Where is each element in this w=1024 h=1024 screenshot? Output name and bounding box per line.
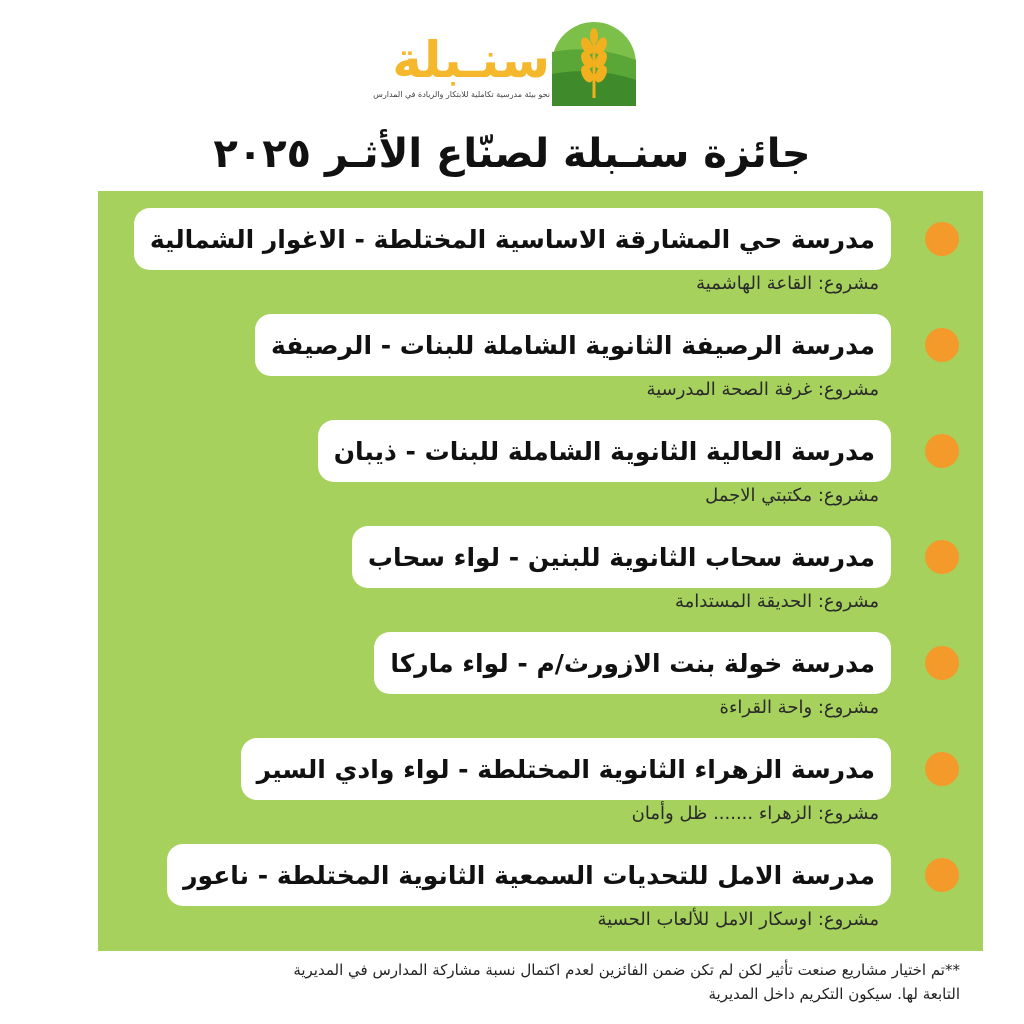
school-name: مدرسة سحاب الثانوية للبنين - لواء سحاب — [352, 526, 891, 588]
list-item — [98, 191, 983, 297]
school-name: مدرسة الزهراء الثانوية المختلطة - لواء وادي السير — [241, 738, 891, 800]
list-item — [98, 827, 983, 933]
winners-panel — [98, 191, 983, 951]
project-name: مشروع: الزهراء ....... ظل وأمان — [631, 803, 879, 824]
footnote — [70, 958, 960, 1006]
bullet-dot-icon — [925, 858, 959, 892]
project-name: مشروع: واحة القراءة — [719, 697, 879, 718]
bullet-dot-icon — [925, 752, 959, 786]
school-name: مدرسة حي المشارقة الاساسية المختلطة - الاغوار الشمالية — [134, 208, 891, 270]
list-item — [98, 509, 983, 615]
bullet-dot-icon — [925, 328, 959, 362]
school-name: مدرسة العالية الثانوية الشاملة للبنات - ذيبان — [318, 420, 891, 482]
logo-wordmark: سنـبلة — [392, 31, 550, 89]
list-item — [98, 721, 983, 827]
logo — [373, 20, 640, 120]
project-name: مشروع: القاعة الهاشمية — [696, 273, 879, 294]
bullet-dot-icon — [925, 434, 959, 468]
project-name: مشروع: الحديقة المستدامة — [674, 591, 879, 612]
bullet-dot-icon — [925, 540, 959, 574]
bullet-dot-icon — [925, 646, 959, 680]
list-item — [98, 403, 983, 509]
school-name: مدرسة الامل للتحديات السمعية الثانوية المختلطة - ناعور — [167, 844, 891, 906]
bullet-dot-icon — [925, 222, 959, 256]
project-name: مشروع: غرفة الصحة المدرسية — [646, 379, 879, 400]
page-title: جائزة سنـبلة لصنّاع الأثـر ٢٠٢٥ — [213, 131, 811, 177]
list-item — [98, 297, 983, 403]
list-item — [98, 615, 983, 721]
footnote-line-2: التابعة لها. سيكون التكريم داخل المديرية — [708, 985, 960, 1003]
logo-tagline: نحو بيئة مدرسية تكاملية للابتكار والريادة في المدارس — [373, 90, 550, 99]
wheat-icon — [552, 22, 636, 106]
project-name: مشروع: مكتبتي الاجمل — [705, 485, 879, 506]
footnote-line-1: **تم اختيار مشاريع صنعت تأثير لكن لم تكن ضمن الفائزين لعدم اكتمال نسبة مشاركة المدارس في المديرية — [293, 961, 960, 979]
school-name: مدرسة الرصيفة الثانوية الشاملة للبنات - الرصيفة — [255, 314, 891, 376]
project-name: مشروع: اوسكار الامل للألعاب الحسية — [597, 909, 879, 930]
school-name: مدرسة خولة بنت الازورث/م - لواء ماركا — [374, 632, 891, 694]
